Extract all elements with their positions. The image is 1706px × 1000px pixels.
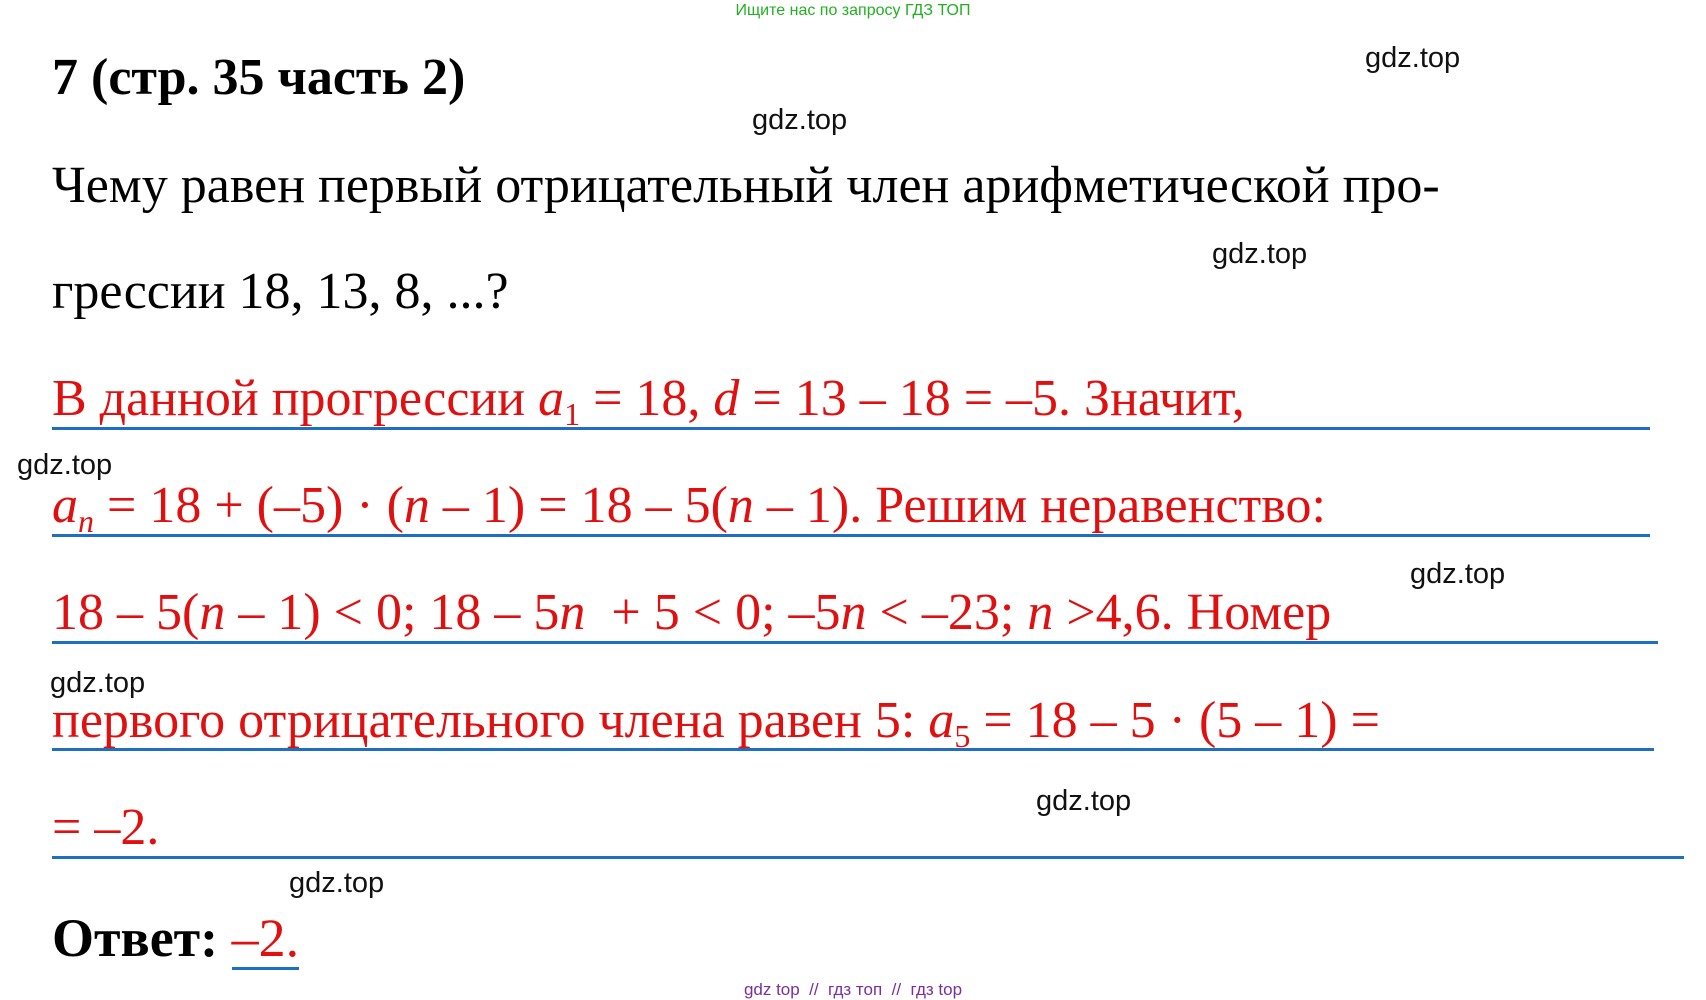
solution-text: + 5 < 0; –5 (585, 584, 841, 641)
solution-text: = 18, (580, 370, 714, 427)
solution-text: = 18 + (–5) · ( (94, 477, 404, 534)
solution-text: 18 – 5( (52, 584, 200, 641)
solution-line-3 (52, 582, 1331, 644)
solution-text: < –23; (866, 584, 1028, 641)
watermark: gdz.top (1036, 785, 1132, 817)
solution-line-2 (52, 475, 1326, 537)
variable-n: n (1027, 584, 1054, 641)
watermark: gdz.top (50, 667, 146, 699)
watermark: gdz.top (289, 867, 385, 899)
subscript-1: 1 (564, 396, 581, 432)
solution-text: первого отрицательного члена равен 5: (52, 692, 929, 749)
solution-text: В данной прогрессии (52, 370, 539, 427)
underline-rule (52, 748, 1654, 751)
exercise-title: 7 (стр. 35 часть 2) (52, 49, 466, 106)
variable-n: n (840, 584, 867, 641)
underline-rule (52, 856, 1684, 859)
footer-text: gdz top // гдз топ // гдз top (743, 980, 963, 999)
solution-line-5: = –2. (52, 799, 160, 856)
solution-line-1 (52, 368, 1245, 430)
subscript-5: 5 (954, 718, 971, 754)
variable-n: n (559, 584, 586, 641)
variable-d: d (713, 370, 740, 427)
watermark: gdz.top (17, 449, 113, 481)
watermark: gdz.top (1410, 558, 1506, 590)
variable-n: n (727, 477, 754, 534)
variable-a: a (52, 477, 78, 534)
watermark: gdz.top (1212, 238, 1308, 270)
watermark: gdz.top (1365, 42, 1461, 74)
top-banner: Ищите нас по запросу ГДЗ ТОП (735, 2, 971, 19)
solution-text: = 13 – 18 = –5. Значит, (739, 370, 1245, 427)
answer-line (52, 906, 299, 970)
answer-label: Ответ: (52, 908, 219, 968)
question-line-1: Чему равен первый отрицательный член арифметической про- (52, 157, 1440, 214)
solution-text: – 1). Решим неравенство: (753, 477, 1326, 534)
variable-n: n (78, 503, 94, 539)
solution-text: – 1) = 18 – 5( (429, 477, 728, 534)
solution-text: – 1) < 0; 18 – 5 (225, 584, 560, 641)
answer-value: –2. (231, 908, 300, 968)
variable-a: a (928, 692, 955, 749)
solution-line-4 (52, 690, 1380, 752)
variable-a: a (538, 370, 565, 427)
solution-text: >4,6. Номер (1053, 584, 1332, 641)
underline-rule (52, 534, 1650, 537)
watermark: gdz.top (752, 104, 848, 136)
solution-text: = 18 – 5 · (5 – 1) = (970, 692, 1380, 749)
variable-n: n (199, 584, 226, 641)
variable-n: n (403, 477, 430, 534)
underline-rule (52, 427, 1650, 430)
question-line-2: грессии 18, 13, 8, ...? (52, 263, 509, 320)
underline-rule (52, 641, 1658, 644)
